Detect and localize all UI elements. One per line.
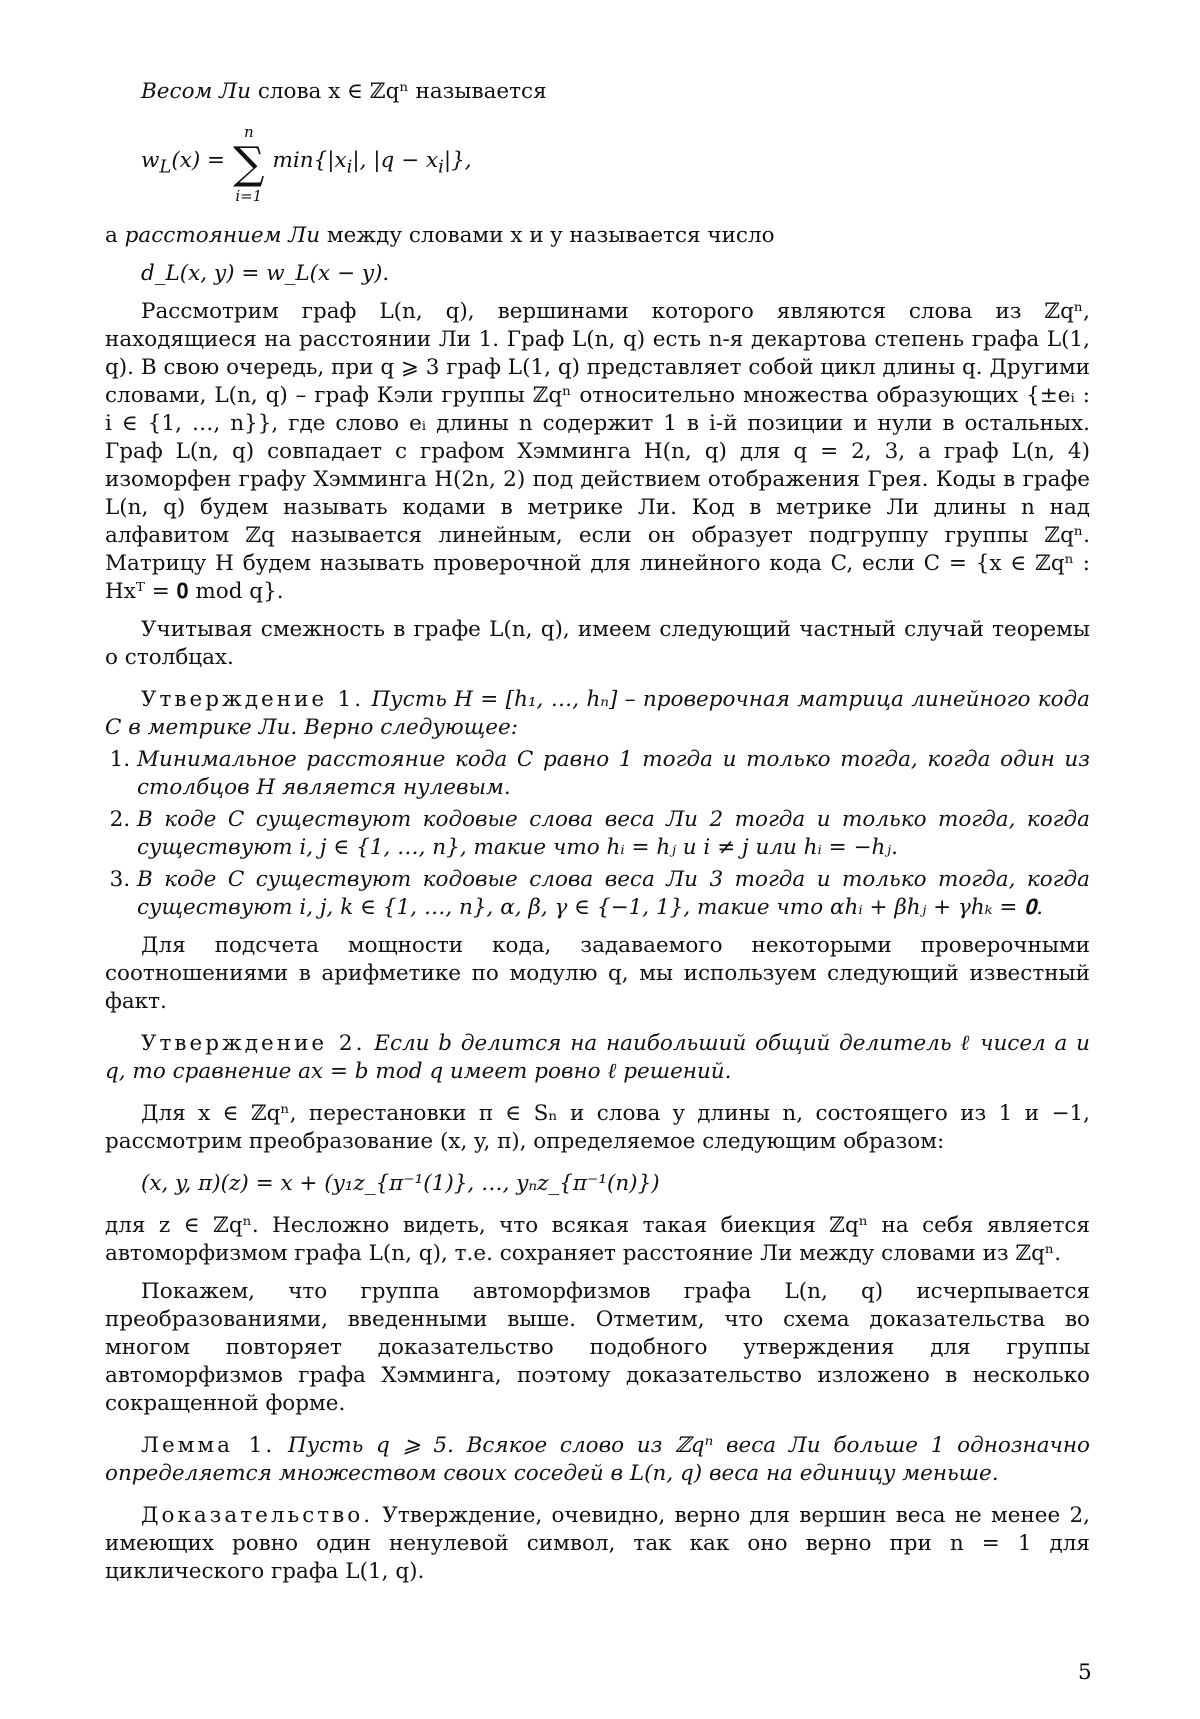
statement-2-text: Если b делится на наибольший общий делитель ℓ чисел a и q, то сравнение ax = b mod q имеет ровно ℓ решений. <box>105 1031 1090 1084</box>
sum-operator <box>233 123 264 205</box>
lee-distance-intro <box>105 222 1090 250</box>
sum-upper-limit: n <box>243 123 254 141</box>
paragraph-transformation: Для x ∈ ℤqⁿ, перестановки π ∈ Sₙ и слова y длины n, состоящего из 1 и −1, рассмотрим преобразование (x, y, π), определяемое следующим образом: <box>105 1101 1090 1154</box>
term-lee-weight: Весом Ли <box>141 79 251 104</box>
statement-2-label: Утверждение 2. <box>141 1031 366 1056</box>
proof <box>105 1502 1090 1586</box>
paragraph-graph-definition: Рассмотрим граф L(n, q), вершинами которого являются слова из ℤqⁿ, находящиеся на расстоянии Ли 1. Граф L(n, q) есть n-я декартова степень графа L(1, q). В свою очередь, при q ⩾ 3 граф L(1, q) представляет собой цикл длины q. Другими словами, L(n, q) – граф Кэли группы ℤqⁿ относительно множества образующих {±eᵢ : i ∈ {1, …, n}}, где слово eᵢ длины n содержит 1 в i-й позиции и нули в остальных. Граф L(n, q) совпадает с графом Хэмминга H(n, q) для q = 2, 3, а граф L(n, 4) изоморфен графу Хэмминга H(2n, 2) под действием отображения Грея. Коды в графе L(n, q) будем называть кодами в метрике Ли. Код в метрике Ли длины n над алфавитом ℤq называется линейным, если он образует подгруппу группы ℤqⁿ. Матрицу H будем называть проверочной для линейного кода C, если C = {x ∈ ℤqⁿ : Hxᵀ = 𝟎 mod q}. <box>105 299 1090 604</box>
statement-1-item: 1. Минимальное расстояние кода C равно 1 тогда и только тогда, когда один из столбцов H является нулевым. <box>137 746 1090 802</box>
distance-intro-prefix: а <box>105 223 125 248</box>
lee-weight-intro <box>105 78 1090 106</box>
weight-formula-rhs: $\min\{|x_i|$, $|q - x_i|$}, <box>272 147 472 178</box>
statement-1-item: 2. В коде C существуют кодовые слова веса Ли 2 тогда и только тогда, когда существуют i, j ∈ {1, …, n}, такие что hᵢ = hⱼ и i ≠ j или hᵢ = −hⱼ. <box>137 806 1090 862</box>
sigma-symbol: ∑ <box>233 138 265 189</box>
lee-weight-intro-rest: слова x ∈ ℤqⁿ называется <box>257 79 547 104</box>
lemma-1-label: Лемма 1. <box>141 1433 276 1458</box>
lemma-1-text: Пусть q ⩾ 5. Всякое слово из ℤqⁿ веса Ли больше 1 однозначно определяется множеством своих соседей в L(n, q) веса на единицу меньше. <box>105 1433 1090 1486</box>
term-lee-distance: расстоянием Ли <box>124 223 321 248</box>
page-number: 5 <box>1078 1660 1092 1685</box>
paragraph-automorphism-group: Покажем, что группа автоморфизмов графа L(n, q) исчерпывается преобразованиями, введенными выше. Отметим, что схема доказательства во многом повторяет доказательство подобного утверждения для группы автоморфизмов графа Хэмминга, поэтому доказательство изложено в несколько сокращенной форме. <box>105 1279 1090 1416</box>
page-body <box>105 78 1090 1586</box>
statement-1-item: 3. В коде C существуют кодовые слова веса Ли 3 тогда и только тогда, когда существуют i, j, k ∈ {1, …, n}, α, β, γ ∈ {−1, 1}, такие что αhᵢ + βhⱼ + γhₖ = 𝟎. <box>137 866 1090 922</box>
lee-weight-formula <box>141 120 1090 208</box>
statement-2 <box>105 1030 1090 1086</box>
statement-1 <box>105 686 1090 922</box>
paragraph-automorphism: для z ∈ ℤqⁿ. Несложно видеть, что всякая такая биекция ℤqⁿ на себя является автоморфизмом графа L(n, q), т.е. сохраняет расстояние Ли между словами из ℤqⁿ. <box>105 1213 1090 1266</box>
statement-1-list <box>105 746 1090 922</box>
weight-formula-lhs: $w_L(x)$ = <box>141 147 226 178</box>
paragraph-adjacency: Учитывая смежность в графе L(n, q), имеем следующий частный случай теоремы о столбцах. <box>105 617 1090 670</box>
proof-text: Утверждение, очевидно, верно для вершин веса не менее 2, имеющих ровно один ненулевой символ, так как оно верно при n = 1 для циклического графа L(1, q). <box>105 1503 1091 1584</box>
statement-1-text: Пусть H = [h₁, …, hₙ] – проверочная матрица линейного кода C в метрике Ли. Верно следующее: <box>105 687 1090 740</box>
sum-lower-limit: i=1 <box>235 187 263 205</box>
distance-intro-rest: между словами x и y называется число <box>320 223 775 248</box>
lemma-1 <box>105 1432 1090 1488</box>
transformation-formula: (x, y, π)(z) = x + (y₁z_{π⁻¹(1)}, …, yₙz_{π⁻¹(n)}) <box>141 1171 660 1196</box>
lee-distance-formula: d_L(x, y) = w_L(x − y). <box>141 261 390 286</box>
proof-label: Доказательство. <box>141 1503 374 1528</box>
statement-1-label: Утверждение 1. <box>141 687 365 712</box>
paragraph-code-power: Для подсчета мощности кода, задаваемого некоторыми проверочными соотношениями в арифметике по модулю q, мы используем следующий известный факт. <box>105 933 1090 1014</box>
